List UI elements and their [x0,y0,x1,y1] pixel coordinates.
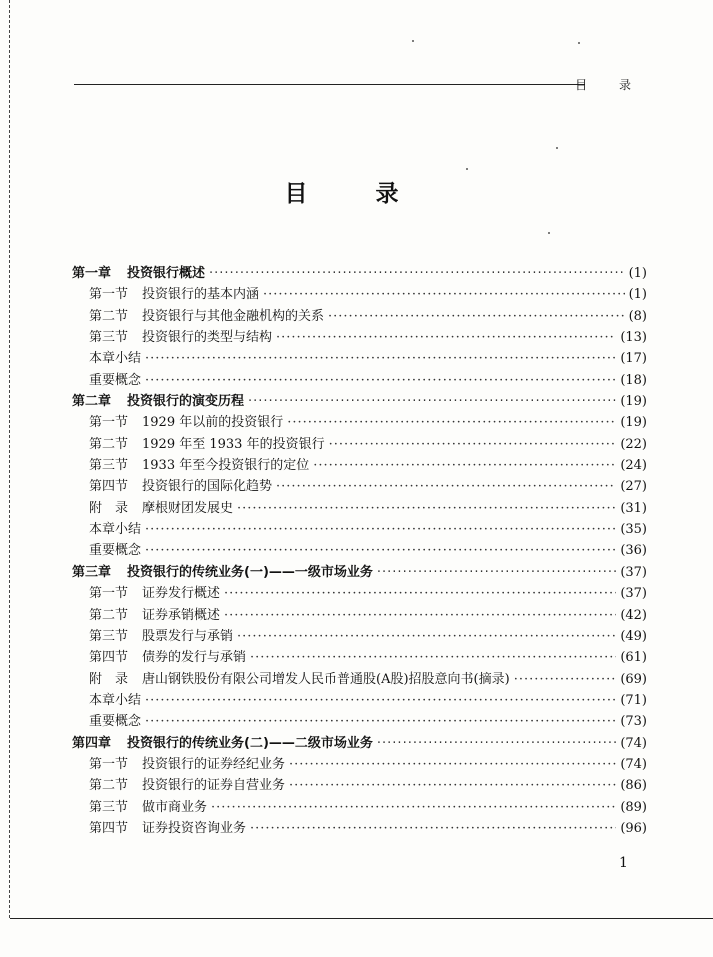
toc-leader-dots [313,458,616,473]
toc-entry-label: 附 录 [89,500,129,516]
toc-entry-label: 第三节 [89,458,129,474]
toc-section-entry [72,539,647,560]
toc-leader-dots [224,586,616,601]
toc-section-entry [72,518,647,539]
toc-leader-dots [276,330,616,345]
toc-page-number: (8) [628,308,647,324]
scan-speck [578,42,580,44]
toc-entry-label: 第四章 [72,735,112,751]
toc-entry-label: 第二节 [89,607,129,623]
toc-section-entry [72,369,647,390]
toc-leader-dots [289,757,616,772]
toc-entry-label: 第一节 [89,287,129,303]
toc-page-number: (24) [620,458,647,474]
toc-section-entry [72,817,647,838]
header-rule [74,84,585,85]
toc-leader-dots [276,479,616,494]
toc-entry-label: 第一节 [89,756,129,772]
toc-leader-dots [328,309,625,324]
toc-section-entry [72,625,647,646]
toc-entry-title: 1929 年以前的投资银行 [142,415,284,431]
toc-entry-label: 第一节 [89,586,129,602]
toc-entry-title: 唐山钢铁股份有限公司增发人民币普通股(A股)招股意向书(摘录) [142,671,510,687]
toc-entry-title: 证券发行概述 [142,586,221,602]
toc-entry-title: 股票发行与承销 [142,628,234,644]
toc-entry-title: 1929 年至 1933 年的投资银行 [142,436,325,452]
toc-leader-dots [145,714,616,729]
toc-page-number: (22) [620,436,647,452]
toc-entry-label: 第一章 [72,266,112,281]
toc-page-number: (27) [620,479,647,495]
toc-page-number: (71) [620,692,647,708]
toc-entry-label: 第二节 [89,308,129,324]
toc-leader-dots [289,778,616,793]
toc-entry-title: 投资银行的传统业务(一)——一级市场业务 [127,564,373,580]
page-number: 1 [619,855,628,871]
toc-leader-dots [145,522,616,537]
toc-section-entry [72,283,647,304]
toc-entry-label: 第四节 [89,820,129,836]
toc-chapter-entry [72,561,647,582]
toc-leader-dots [287,415,616,430]
toc-entry-title: 投资银行的证券经纪业务 [142,756,286,772]
toc-entry-label: 第三章 [72,564,112,580]
toc-section-entry [72,646,647,667]
toc-page-number: (17) [620,351,647,367]
toc-page-number: (35) [620,522,647,538]
toc-section-entry [72,689,647,710]
toc-leader-dots [145,373,616,388]
toc-entry-label: 第二节 [89,436,129,452]
toc-entry-label: 第三节 [89,799,129,815]
toc-entry-title: 本章小结 [89,351,142,367]
toc-leader-dots [250,821,616,836]
toc-chapter-entry [72,262,647,283]
toc-entry-label: 第四节 [89,479,129,495]
toc-entry-title: 本章小结 [89,522,142,538]
toc-section-entry [72,411,647,432]
toc-page-number: (42) [620,607,647,623]
toc-entry-label: 第三节 [89,628,129,644]
toc-leader-dots [145,351,616,366]
scan-speck [556,147,558,149]
toc-entry-title: 做市商业务 [142,799,208,815]
toc-page-number: (1) [628,266,647,281]
toc-entry-title: 重要概念 [89,372,142,388]
toc-entry-title: 证券投资咨询业务 [142,820,247,836]
toc-section-entry [72,305,647,326]
toc-chapter-entry [72,732,647,753]
toc-page-number: (19) [620,394,647,410]
toc-section-entry [72,497,647,518]
toc-page-number: (74) [620,756,647,772]
scan-speck [412,40,414,42]
toc-section-entry [72,604,647,625]
toc-section-entry [72,454,647,475]
toc-entry-title: 投资银行与其他金融机构的关系 [142,308,325,324]
toc-leader-dots [224,608,616,623]
toc-leader-dots [237,501,616,516]
toc-section-entry [72,753,647,774]
toc-section-entry [72,347,647,368]
toc-page-number: (73) [620,714,647,730]
toc-section-entry [72,774,647,795]
toc-leader-dots [329,437,617,452]
toc-page-number: (49) [620,628,647,644]
toc-entry-title: 1933 年至今投资银行的定位 [142,458,310,474]
toc-leader-dots [145,693,616,708]
table-of-contents [72,262,647,838]
toc-entry-title: 投资银行概述 [127,266,206,281]
bottom-rule [10,918,713,919]
toc-page-number: (37) [620,564,647,580]
toc-entry-label: 第三节 [89,330,129,346]
toc-entry-title: 证券承销概述 [142,607,221,623]
running-header [74,76,645,92]
toc-leader-dots [209,266,625,281]
toc-leader-dots [248,394,616,409]
toc-page-number: (61) [620,650,647,666]
toc-entry-label: 第二章 [72,394,112,410]
toc-leader-dots [377,565,616,580]
toc-section-entry [72,433,647,454]
toc-entry-title: 投资银行的国际化趋势 [142,479,273,495]
toc-entry-title: 投资银行的类型与结构 [142,330,273,346]
toc-page-number: (69) [620,671,647,687]
toc-entry-title: 投资银行的证券自营业务 [142,778,286,794]
toc-page-number: (36) [620,543,647,559]
toc-section-entry [72,582,647,603]
toc-section-entry [72,475,647,496]
toc-section-entry [72,796,647,817]
toc-leader-dots [377,736,616,751]
toc-page-number: (18) [620,372,647,388]
toc-page-number: (31) [620,500,647,516]
toc-leader-dots [237,629,616,644]
toc-section-entry [72,326,647,347]
toc-entry-title: 投资银行的演变历程 [127,394,245,410]
toc-entry-label: 第二节 [89,778,129,794]
toc-section-entry [72,668,647,689]
toc-leader-dots [211,800,616,815]
toc-leader-dots [514,672,617,687]
toc-entry-title: 投资银行的基本内涵 [142,287,260,303]
toc-leader-dots [250,650,616,665]
toc-entry-title: 债券的发行与承销 [142,650,247,666]
toc-page-number: (86) [620,778,647,794]
toc-entry-title: 本章小结 [89,692,142,708]
toc-leader-dots [145,543,616,558]
header-text: 目 录 [575,78,645,92]
toc-page-number: (19) [620,415,647,431]
toc-entry-label: 附 录 [89,671,129,687]
toc-page-number: (74) [620,735,647,751]
toc-entry-label: 第一节 [89,415,129,431]
scan-speck [548,232,550,234]
toc-section-entry [72,710,647,731]
toc-leader-dots [263,287,625,302]
toc-entry-title: 投资银行的传统业务(二)——二级市场业务 [127,735,373,751]
toc-entry-title: 重要概念 [89,714,142,730]
page-title: 目 录 [284,181,429,207]
toc-entry-title: 摩根财团发展史 [142,500,234,516]
toc-entry-title: 重要概念 [89,543,142,559]
toc-page-number: (1) [628,287,647,303]
toc-page-number: (96) [620,820,647,836]
scan-speck [466,168,468,170]
toc-chapter-entry [72,390,647,411]
toc-entry-label: 第四节 [89,650,129,666]
toc-page-number: (89) [620,799,647,815]
binding-edge-line [9,0,10,918]
toc-page-number: (37) [620,586,647,602]
toc-page-number: (13) [620,330,647,346]
